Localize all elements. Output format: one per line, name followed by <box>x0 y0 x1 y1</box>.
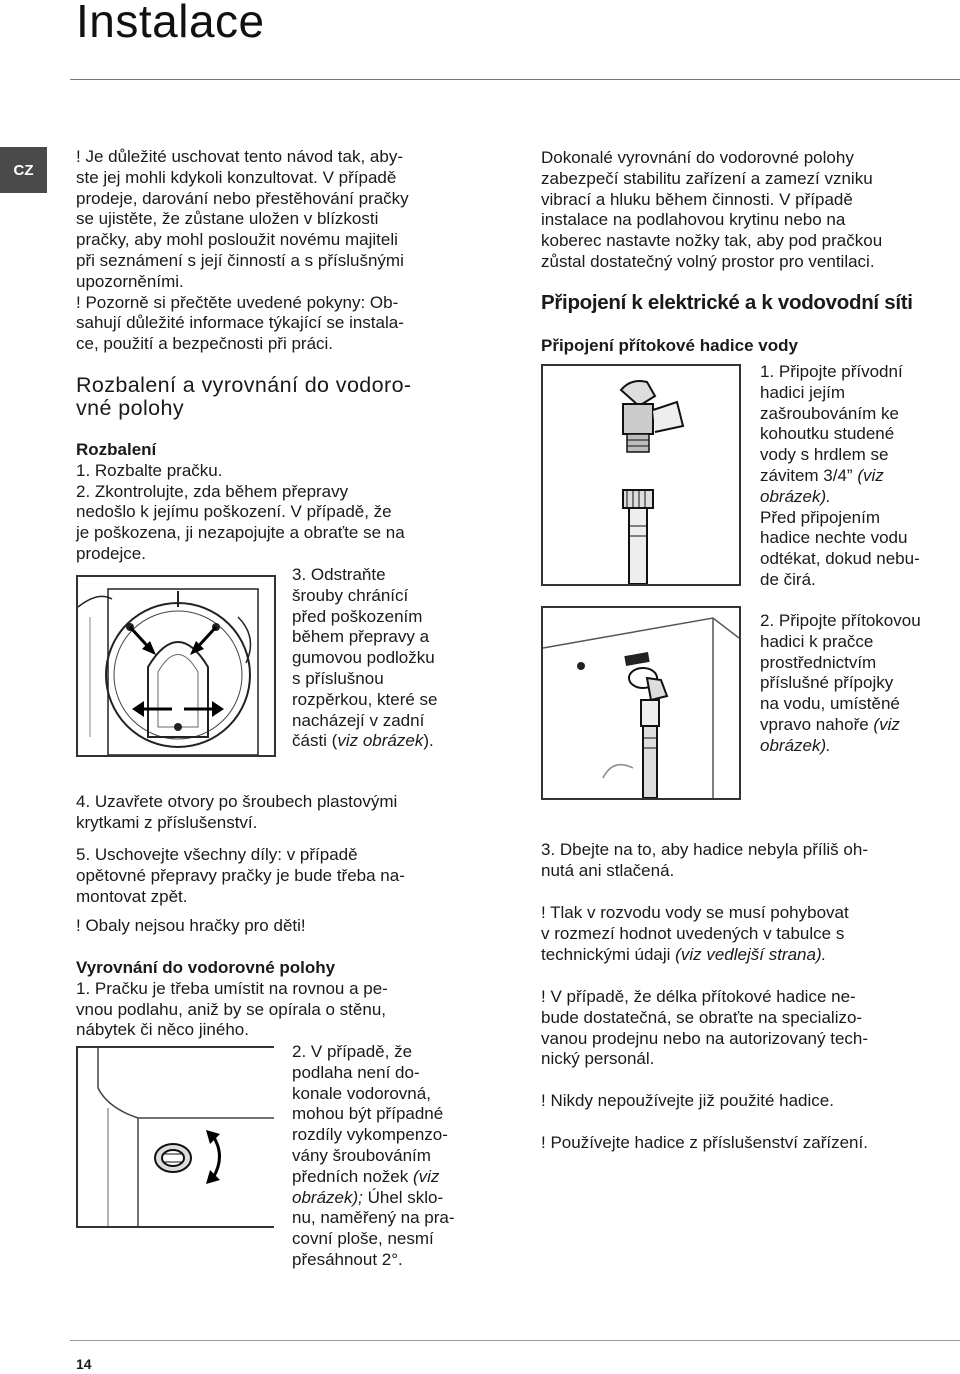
hose-length-note <box>541 987 960 1070</box>
text-line: odtékat, dokud nebu- <box>760 549 920 569</box>
text-fragment: Úhel sklo- <box>362 1187 444 1207</box>
step3-block <box>292 565 492 752</box>
text-fragment: části ( <box>292 731 338 751</box>
heading-line: Rozbalení a vyrovnání do vodoro- <box>76 373 412 397</box>
text-line: ce, použití a bezpečnosti při práci. <box>76 334 334 354</box>
pressure-note <box>541 903 960 965</box>
text-line: nedošlo k jejímu poškození. V případě, že <box>76 502 392 522</box>
warning-toys <box>76 916 306 937</box>
text-line: rozdíly vykompenzo- <box>292 1125 448 1145</box>
text-fragment: obrázek). <box>760 735 831 755</box>
footer-rule <box>70 1340 960 1341</box>
text-line: konale vodorovná, <box>292 1083 431 1103</box>
text-line: ! Obaly nejsou hračky pro děti! <box>76 916 306 935</box>
text-line: se ujistěte, že zůstane uložen v blízkosti <box>76 209 379 229</box>
figure-transport-bolts <box>76 575 276 757</box>
text-line <box>292 1167 502 1188</box>
figure-hose-connection <box>541 606 741 800</box>
use-accessory-hoses-note: ! Používejte hadice z příslušenství zařízení. <box>541 1133 868 1152</box>
step5-block <box>76 845 496 907</box>
text-line: šrouby chránící <box>292 585 409 605</box>
text-line: covní ploše, nesmí <box>292 1229 434 1249</box>
text-line: 5. Uschovejte všechny díly: v případě <box>76 845 358 864</box>
text-line: 2. Zkontrolujte, zda během přepravy <box>76 481 349 501</box>
text-line: vnou podlahu, aniž by se opírala o stěnu, <box>76 999 386 1019</box>
text-line: prodejce. <box>76 543 146 563</box>
text-line: nický personál. <box>541 1049 655 1069</box>
section-title-connection: Připojení k elektrické a k vodovodní síti <box>541 291 913 314</box>
text-line: vibrací a hluku během činnosti. V případě <box>541 189 853 209</box>
figure-foot-adjust <box>76 1046 274 1228</box>
text-line: 1. Rozbalte pračku. <box>76 460 223 480</box>
text-line: zůstal dostatečný volný prostor pro ventilaci. <box>541 251 875 271</box>
text-line: upozorněními. <box>76 271 184 291</box>
text-line: podlaha není do- <box>292 1062 420 1082</box>
text-line: Dokonalé vyrovnání do vodorovné polohy <box>541 148 854 167</box>
unpack-block <box>76 440 486 565</box>
text-fragment: ). <box>423 731 434 751</box>
text-line: gumovou podložku <box>292 648 435 668</box>
text-line <box>760 736 960 757</box>
machine-inlet-illustration <box>543 608 739 798</box>
text-fragment: technickými údaji <box>541 944 676 964</box>
text-line: 4. Uzavřete otvory po šroubech plastovými <box>76 792 398 811</box>
foot-illustration <box>78 1048 274 1226</box>
hose-step2 <box>760 611 960 757</box>
hose-step1 <box>760 362 960 591</box>
text-line: při seznámení s její činností a s příslušnými <box>76 250 404 270</box>
text-line: Před připojením <box>760 507 881 527</box>
text-line: ste jej mohli kdykoli konzultovat. V případě <box>76 167 397 187</box>
text-line: ! Je důležité uschovat tento návod tak, aby- <box>76 147 403 166</box>
text-line: pračky, aby mohl posloužit novému majiteli <box>76 230 398 250</box>
text-line: krytkami z příslušenství. <box>76 812 258 832</box>
text-line: ! Pozorně si přečtěte uvedené pokyny: Ob- <box>76 292 399 312</box>
text-line <box>292 1188 502 1209</box>
text-line: nu, naměřený na pra- <box>292 1208 455 1228</box>
figure-tap <box>541 364 741 586</box>
subsection-title-level: Vyrovnání do vodorovné polohy <box>76 958 336 977</box>
step4-block <box>76 792 496 834</box>
text-line: vány šroubováním <box>292 1145 431 1165</box>
text-line: v rozmezí hodnot uvedených v tabulce s <box>541 923 845 943</box>
text-line: nutá ani stlačená. <box>541 860 675 880</box>
text-line: prodeje, darování nebo přestěhování pračky <box>76 188 409 208</box>
text-line: zašroubováním ke <box>760 403 899 423</box>
text-line: během přepravy a <box>292 627 430 647</box>
text-line: 2. Připojte přítokovou <box>760 611 921 630</box>
page-number: 14 <box>76 1356 92 1372</box>
text-line: sahují důležité informace týkající se instala- <box>76 313 404 333</box>
section-title-unpack-level <box>76 374 412 420</box>
hose-step3 <box>541 840 960 882</box>
text-line: zabezpečí stabilitu zařízení a zamezí vzniku <box>541 168 873 188</box>
text-line: před poškozením <box>292 606 423 626</box>
text-line: bude dostatečná, se obraťte na specializo- <box>541 1007 863 1027</box>
text-line <box>760 487 960 508</box>
text-line: na vodu, umístěné <box>760 694 900 714</box>
tap-illustration <box>543 366 739 584</box>
page-title: Instalace <box>76 0 265 47</box>
text-line: nacházejí v zadní <box>292 710 425 730</box>
text-line <box>760 715 960 736</box>
text-line: 3. Odstraňte <box>292 565 386 584</box>
text-line: přesáhnout 2°. <box>292 1249 403 1269</box>
text-line: koberec nastavte nožky tak, aby pod pračkou <box>541 231 883 251</box>
text-line: prostřednictvím <box>760 652 877 672</box>
text-line: příslušné přípojky <box>760 673 894 693</box>
text-line: mohou být případné <box>292 1104 444 1124</box>
language-tab: CZ <box>0 147 47 193</box>
text-fragment: obrázek); <box>292 1187 363 1207</box>
subsection-title-inlet-hose: Připojení přítokové hadice vody <box>541 336 798 355</box>
text-fragment: viz obrázek <box>337 731 424 751</box>
text-line: opětovné přepravy pračky je bude třeba na- <box>76 865 405 885</box>
text-line: hadice nechte vodu <box>760 528 908 548</box>
level2-block <box>292 1042 502 1271</box>
washer-back-illustration <box>78 577 274 755</box>
text-fragment: závitem 3/4” <box>760 465 858 485</box>
text-line: 1. Pračku je třeba umístit na rovnou a pe- <box>76 978 388 998</box>
level-benefit <box>541 148 960 273</box>
text-line <box>541 945 960 966</box>
text-line: de čirá. <box>760 569 816 589</box>
text-fragment: (viz <box>873 714 900 734</box>
heading-line: vné polohy <box>76 396 184 420</box>
text-line: 2. V případě, že <box>292 1042 413 1061</box>
header-rule <box>70 79 960 80</box>
text-fragment: obrázek). <box>760 486 831 506</box>
text-line: instalace na podlahovou krytinu nebo na <box>541 210 846 230</box>
text-fragment: (viz vedlejší strana). <box>675 944 827 964</box>
text-line: 1. Připojte přívodní <box>760 362 903 381</box>
text-line: hadici k pračce <box>760 631 874 651</box>
text-line: nábytek či něco jiného. <box>76 1020 249 1040</box>
subsection-title-unpack: Rozbalení <box>76 440 157 459</box>
intro-warning <box>76 147 486 355</box>
text-line: je poškozena, ji nezapojujte a obraťte se na <box>76 523 405 543</box>
text-line: 3. Dbejte na to, aby hadice nebyla příliš oh- <box>541 840 868 859</box>
text-fragment: (viz <box>412 1166 440 1186</box>
text-line: vody s hrdlem se <box>760 445 889 465</box>
text-line: ! V případě, že délka přítokové hadice ne- <box>541 987 856 1006</box>
text-line: ! Tlak v rozvodu vody se musí pohybovat <box>541 903 849 922</box>
text-line: montovat zpět. <box>76 886 188 906</box>
text-fragment: (viz <box>857 465 884 485</box>
text-fragment: vpravo nahoře <box>760 714 874 734</box>
text-fragment: předních nožek <box>292 1166 413 1186</box>
text-line <box>760 466 960 487</box>
text-line: kohoutku studené <box>760 424 895 444</box>
text-line: vanou prodejnu nebo na autorizovaný tech- <box>541 1028 869 1048</box>
text-line: s příslušnou <box>292 668 384 688</box>
level-block <box>76 958 496 1041</box>
text-line: rozpěrkou, které se <box>292 689 438 709</box>
never-used-hoses-note: ! Nikdy nepoužívejte již použité hadice. <box>541 1091 834 1110</box>
text-line: hadici jejím <box>760 382 846 402</box>
text-line <box>292 731 492 752</box>
